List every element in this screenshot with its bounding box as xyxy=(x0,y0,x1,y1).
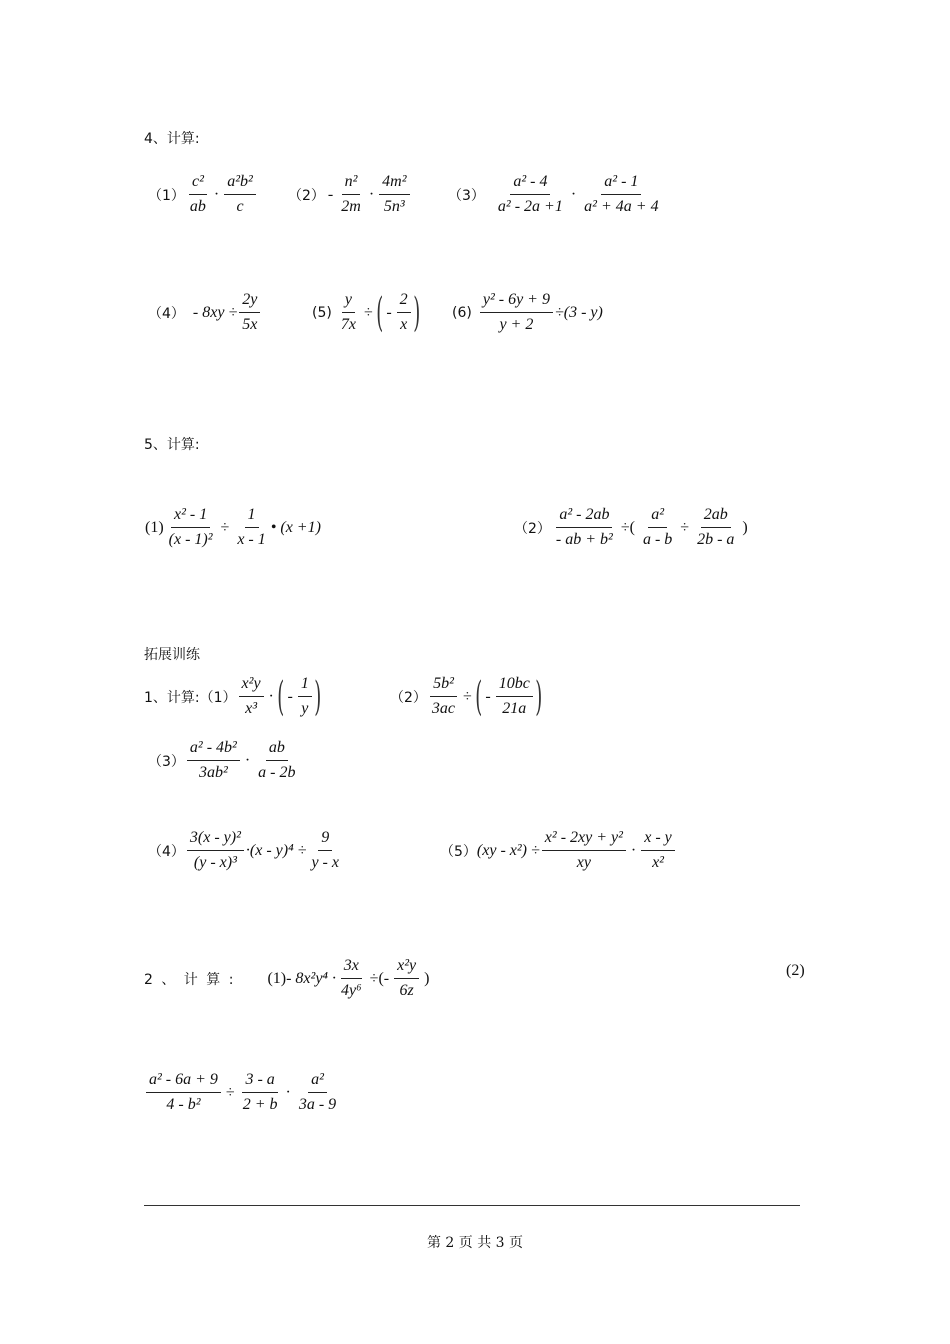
divide-operator: ÷ xyxy=(463,687,472,705)
dot-operator: · xyxy=(285,1083,291,1101)
minus-sign: - xyxy=(386,303,392,321)
problem-4-1 xyxy=(148,172,258,217)
extension-1-5 xyxy=(440,828,677,873)
problem-4-3 xyxy=(448,172,664,217)
problem-label: （3） xyxy=(148,753,185,770)
footer-divider xyxy=(144,1205,800,1206)
fraction: $\frac{1}{x - 1}$ xyxy=(237,506,266,548)
fraction: $\frac{\text{x² - 2xy + y²}}{xy}$ xyxy=(542,828,626,873)
fraction: $\frac{y}{7x}$ xyxy=(340,291,356,333)
problem-4-2 xyxy=(288,172,412,217)
divide-operator: ÷( xyxy=(620,518,635,536)
fraction: $\frac{\text{5b²}}{3ac}$ xyxy=(431,675,456,717)
fraction: $\frac{\text{4m²}}{\text{5n³}}$ xyxy=(379,172,409,217)
problem-5-1 xyxy=(145,505,321,550)
problem-label: （5） xyxy=(440,843,477,860)
problem-4-6 xyxy=(452,290,603,335)
problem-label: (2) xyxy=(786,962,805,979)
right-paren: ) xyxy=(742,518,748,536)
right-paren: ) xyxy=(412,289,420,336)
problem-label: （1） xyxy=(199,689,237,706)
extension-1-4 xyxy=(148,828,344,873)
problem-label: （4） xyxy=(148,843,185,860)
problem-label: （2） xyxy=(390,689,427,706)
fraction: $\frac{x - y}{\text{x²}}$ xyxy=(641,828,675,873)
left-paren: ( xyxy=(475,673,483,720)
problem-label: （1） xyxy=(148,187,185,204)
fraction: $\frac{2y}{5x}$ xyxy=(239,290,260,335)
page-number: 第 2 页 共 3 页 xyxy=(426,1235,524,1251)
problem-label: (5) xyxy=(312,304,332,321)
minus-sign: - xyxy=(485,687,491,705)
left-paren: ( xyxy=(277,673,285,720)
right-paren: ) xyxy=(535,673,543,720)
problem-5-2 xyxy=(514,505,751,550)
right-paren: ) xyxy=(314,673,322,720)
fraction: $\frac{1}{y}$ xyxy=(298,674,312,719)
dot-operator: · xyxy=(268,687,274,705)
divide-operator: ÷ xyxy=(220,518,230,536)
fraction: $\frac{\text{a² - 2ab}}{\text{- ab + b²}}$ xyxy=(555,506,613,548)
question-label: 2 、 计 算 : xyxy=(144,971,234,988)
problem-4-5 xyxy=(312,290,420,335)
fraction: $\frac{\text{a²}}{a - b}$ xyxy=(642,506,673,548)
extension-1-2 xyxy=(390,674,542,719)
question-2-part-2 xyxy=(144,1070,341,1115)
problem-label: (1) xyxy=(145,518,164,536)
right-paren: ) xyxy=(424,969,430,987)
fraction: $\frac{\text{3(x - y)²}}{\text{(y - x)³}}$ xyxy=(187,828,244,873)
fraction: $\frac{\text{a²b²}}{c}$ xyxy=(224,172,256,217)
minus-sign: - xyxy=(327,185,334,203)
expression: • (x +1) xyxy=(270,518,321,536)
dot-operator: · xyxy=(570,185,577,203)
fraction: $\frac{\text{a² - 1}}{\text{a² + 4a + 4}}$ xyxy=(584,173,659,215)
question-2-part-1 xyxy=(144,956,432,1001)
fraction: $\frac{\text{a² - 4b²}}{\text{3ab²}}$ xyxy=(187,738,240,783)
problem-label: （2） xyxy=(514,520,551,537)
extension-1-1 xyxy=(144,674,321,719)
dot-operator: · xyxy=(368,185,375,203)
fraction: $\frac{\text{x² - 1}}{\text{(x - 1)²}}$ xyxy=(168,506,213,548)
problem-label: （3） xyxy=(448,187,485,204)
problem-label: (6) xyxy=(452,304,472,321)
fraction: $\frac{9}{y - x}$ xyxy=(311,829,339,871)
fraction: $\frac{\text{y² - 6y + 9}}{y + 2}$ xyxy=(480,290,553,335)
fraction: $\frac{\text{a² - 4}}{\text{a² - 2a +1}}$ xyxy=(497,173,563,215)
section-5-heading: 5、计算: xyxy=(144,437,200,453)
fraction: $\frac{10bc}{21a}$ xyxy=(496,674,533,719)
left-paren: ( xyxy=(376,289,384,336)
dot-operator: · xyxy=(630,841,637,859)
dot-operator: · xyxy=(244,751,251,769)
expression: ·(x - y)⁴ ÷ xyxy=(245,841,307,859)
expression: ÷(3 - y) xyxy=(554,303,603,321)
problem-label: (1) xyxy=(267,969,287,987)
fraction: $\frac{3 - a}{2 + b}$ xyxy=(242,1071,278,1113)
divide-operator: ÷ xyxy=(363,303,373,321)
fraction: $\frac{ab}{a - 2b}$ xyxy=(258,739,296,781)
fraction: $\frac{\text{a²}}{3a - 9}$ xyxy=(298,1071,337,1113)
fraction: $\frac{2ab}{2b - a}$ xyxy=(697,506,735,548)
fraction: $\frac{2}{x}$ xyxy=(397,290,411,335)
expression: - 8xy ÷ xyxy=(192,303,238,321)
fraction: $\frac{3x}{\text{4y⁶}}$ xyxy=(340,957,362,999)
section-4-heading: 4、计算: xyxy=(144,131,200,147)
extension-heading: 拓展训练 xyxy=(144,647,200,663)
divide-operator: ÷ xyxy=(225,1083,235,1101)
extension-1-3 xyxy=(148,738,301,783)
fraction: $\frac{\text{x²y}}{\text{x³}}$ xyxy=(239,674,264,719)
minus-sign: - xyxy=(287,687,293,705)
problem-4-4 xyxy=(148,290,262,335)
fraction: $\frac{\text{c²}}{ab}$ xyxy=(189,173,206,215)
fraction: $\frac{\text{n²}}{2m}$ xyxy=(341,173,361,215)
fraction: $\frac{\text{a² - 6a + 9}}{\text{4 - b²}}$ xyxy=(146,1070,221,1115)
dot-operator: · xyxy=(213,185,220,203)
problem-label: （2） xyxy=(288,187,325,204)
divide-operator: ÷(- xyxy=(369,969,390,987)
problem-label: （4） xyxy=(148,305,185,322)
divide-operator: ÷ xyxy=(680,518,690,536)
fraction: $\frac{\text{x²y}}{6z}$ xyxy=(394,956,419,1001)
expression: (xy - x²) ÷ xyxy=(476,841,540,859)
question-label: 1、计算: xyxy=(144,689,200,706)
expression: - 8x²y⁴ · xyxy=(286,969,336,987)
